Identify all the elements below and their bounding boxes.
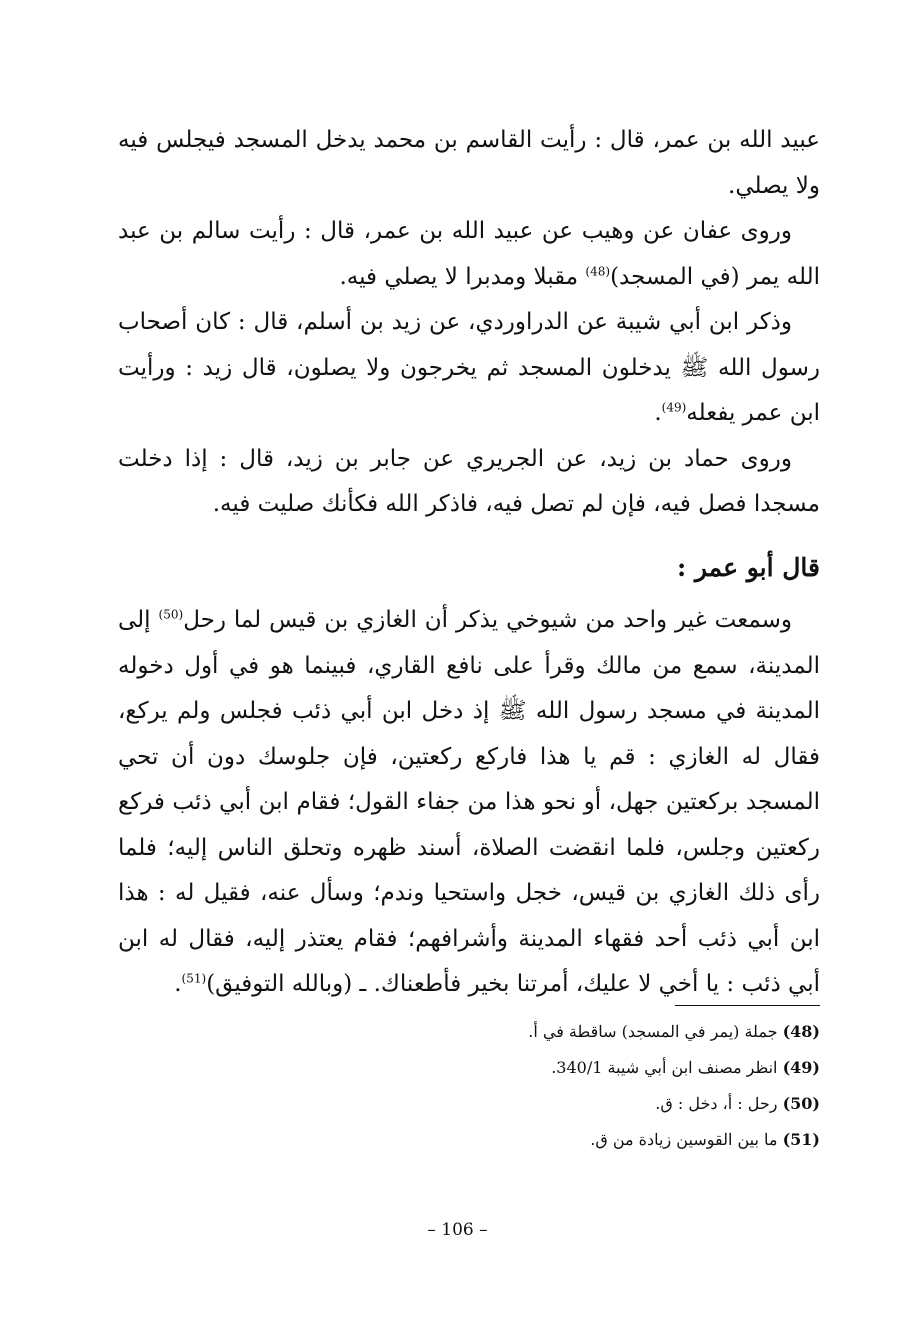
paragraph-3: [118, 300, 820, 437]
footnote-48: [118, 1014, 820, 1050]
footnote-number: (51): [782, 1130, 820, 1149]
footnote-50: [118, 1086, 820, 1122]
paragraph-2-rest: مقبلا ومدبرا لا يصلي فيه.: [339, 263, 586, 290]
lower-text-block: [118, 598, 820, 1008]
footnote-text: ما بين القوسين زيادة من ق.: [590, 1130, 778, 1149]
paragraph-4: [118, 437, 820, 528]
footnote-separator: [675, 1005, 820, 1006]
paragraph-1: [118, 118, 820, 209]
paragraph-1-text: عبيد الله بن عمر، قال : رأيت القاسم بن محمد يدخل المسجد فيجلس فيه ولا يصلي.: [118, 127, 820, 199]
paragraph-3-text: ذكر ابن أبي شيبة عن الدراوردي، عن زيد بن أسلم، قال : كان أصحاب رسول الله ﷺ يدخلون المسجد ثم يخرجون ولا يصلون، قال زيد : ورأيت ابن عمر يفعله: [118, 309, 820, 426]
footnote-51: [118, 1122, 820, 1158]
main-paragraph: [118, 598, 820, 1008]
footnote-ref-50: (50): [158, 607, 184, 622]
footnote-text: جملة (يمر في المسجد) ساقطة في أ.: [528, 1022, 778, 1041]
paragraph-3-prefix: و: [780, 309, 792, 335]
footnote-text: رحل : أ، دخل : ق.: [655, 1094, 778, 1113]
footnote-ref-51: (51): [181, 971, 207, 986]
upper-text-block: [118, 118, 820, 528]
paragraph-2: [118, 209, 820, 300]
footnote-ref-49: (49): [661, 400, 687, 415]
footnotes: [118, 1014, 820, 1158]
main-paragraph-a: وسمعت غير واحد من شيوخي يذكر أن الغازي بن قيس لما رحل: [183, 607, 792, 633]
footnote-number: (48): [782, 1022, 820, 1041]
paragraph-3-end: .: [654, 400, 662, 426]
footnote-text: انظر مصنف ابن أبي شيبة 340/1.: [551, 1058, 778, 1077]
footnote-49: [118, 1050, 820, 1086]
main-paragraph-b: إلى المدينة، سمع من مالك وقرأ على نافع القاري، فبينما هو في أول دخوله المدينة في مسجد رسول الله ﷺ إذ دخل ابن أبي ذئب فجلس ولم يركع، فقال له الغازي : قم يا هذا فاركع ركعتين، فإن جلوسك دون أن تحي المسجد بركعتين جهل، أو نحو هذا من جفاء القول؛ فقام ابن أبي ذئب فركع ركعتين وجلس، فلما انقضت الصلاة، أسند ظهره وتحلق الناس إليه؛ فلما رأى ذلك الغازي بن قيس، خجل واستحيا وندم؛ وسأل عنه، فقيل له : هذا ابن أبي ذئب أحد فقهاء المدينة وأشرافهم؛ فقام يعتذر إليه، فقال له ابن أبي ذئب : يا أخي لا عليك، أمرتنا بخير فأطعناك. ـ (وبالله التوفيق): [118, 607, 820, 997]
page-number: – 106 –: [427, 1220, 488, 1240]
section-heading: قال أبو عمر :: [676, 553, 820, 582]
paragraph-4-text: وروى حماد بن زيد، عن الجريري عن جابر بن زيد، قال : إذا دخلت مسجدا فصل فيه، فإن لم تصل فيه، فاذكر الله فكأنك صليت فيه.: [118, 445, 820, 517]
paragraph-2-text: وروى عفان عن وهيب عن عبيد الله بن عمر، قال : رأيت سالم بن عبد الله يمر (في المسجد): [118, 218, 820, 290]
footnote-ref-48: (48): [585, 263, 611, 278]
footnote-number: (49): [782, 1058, 820, 1077]
main-paragraph-end: .: [174, 971, 182, 997]
footnote-number: (50): [782, 1094, 820, 1113]
